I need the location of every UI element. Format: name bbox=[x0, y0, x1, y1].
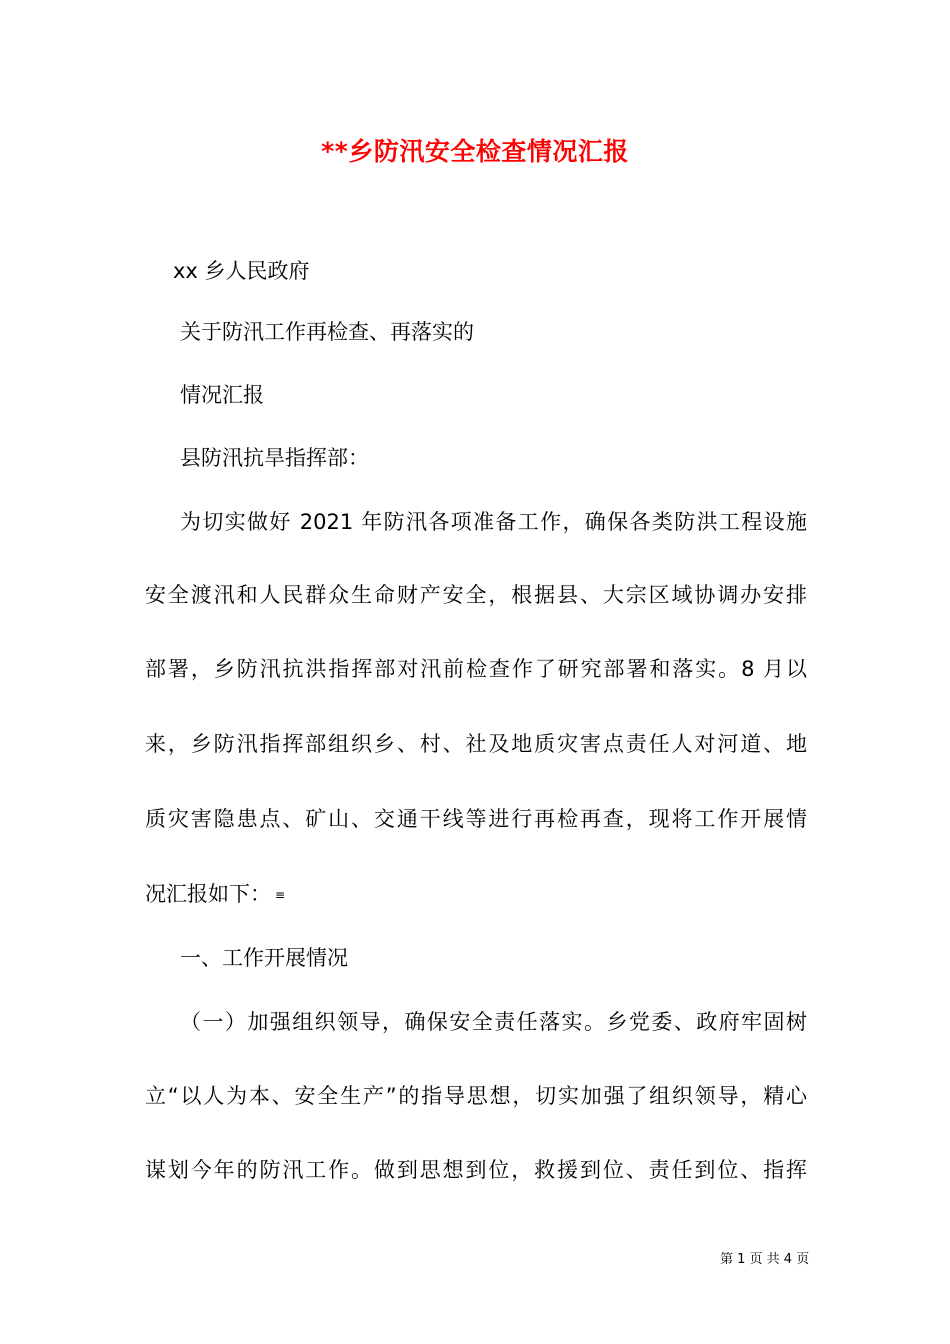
subject-line-2: 情况汇报 bbox=[180, 383, 264, 407]
paragraph-1-line-1: 为切实做好 2021 年防汛各项准备工作，确保各类防洪工程设施 bbox=[180, 510, 807, 534]
paragraph-1-line-6-text: 况汇报如下： bbox=[145, 882, 271, 906]
paragraph-2-line-1: （一）加强组织领导，确保安全责任落实。乡党委、政府牢固树 bbox=[180, 1010, 807, 1034]
paragraph-1-line-3: 部署，乡防汛抗洪指挥部对汛前检查作了研究部署和落实。8 月以 bbox=[145, 657, 807, 681]
section-1-heading: 一、工作开展情况 bbox=[180, 946, 348, 970]
paragraph-2-line-3: 谋划今年的防汛工作。做到思想到位，救援到位、责任到位、指挥 bbox=[145, 1158, 807, 1182]
paragraph-1-line-4: 来，乡防汛指挥部组织乡、村、社及地质灾害点责任人对河道、地 bbox=[145, 732, 807, 756]
paragraph-1-line-6 bbox=[145, 879, 285, 910]
paragraph-mark-icon: ≡ bbox=[275, 888, 286, 902]
paragraph-1-line-5: 质灾害隐患点、矿山、交通干线等进行再检再查，现将工作开展情 bbox=[145, 807, 807, 831]
paragraph-2-line-2: 立“以人为本、安全生产”的指导思想，切实加强了组织领导，精心 bbox=[145, 1084, 807, 1108]
subject-line-1: 关于防汛工作再检查、再落实的 bbox=[180, 320, 474, 344]
paragraph-1-line-2: 安全渡汛和人民群众生命财产安全，根据县、大宗区域协调办安排 bbox=[145, 583, 807, 607]
page-footer: 第 1 页 共 4 页 bbox=[720, 1252, 810, 1267]
recipient-line: 县防汛抗旱指挥部： bbox=[180, 446, 369, 470]
document-title: **乡防汛安全检查情况汇报 bbox=[321, 137, 629, 166]
issuer-line: xx 乡人民政府 bbox=[173, 259, 310, 283]
